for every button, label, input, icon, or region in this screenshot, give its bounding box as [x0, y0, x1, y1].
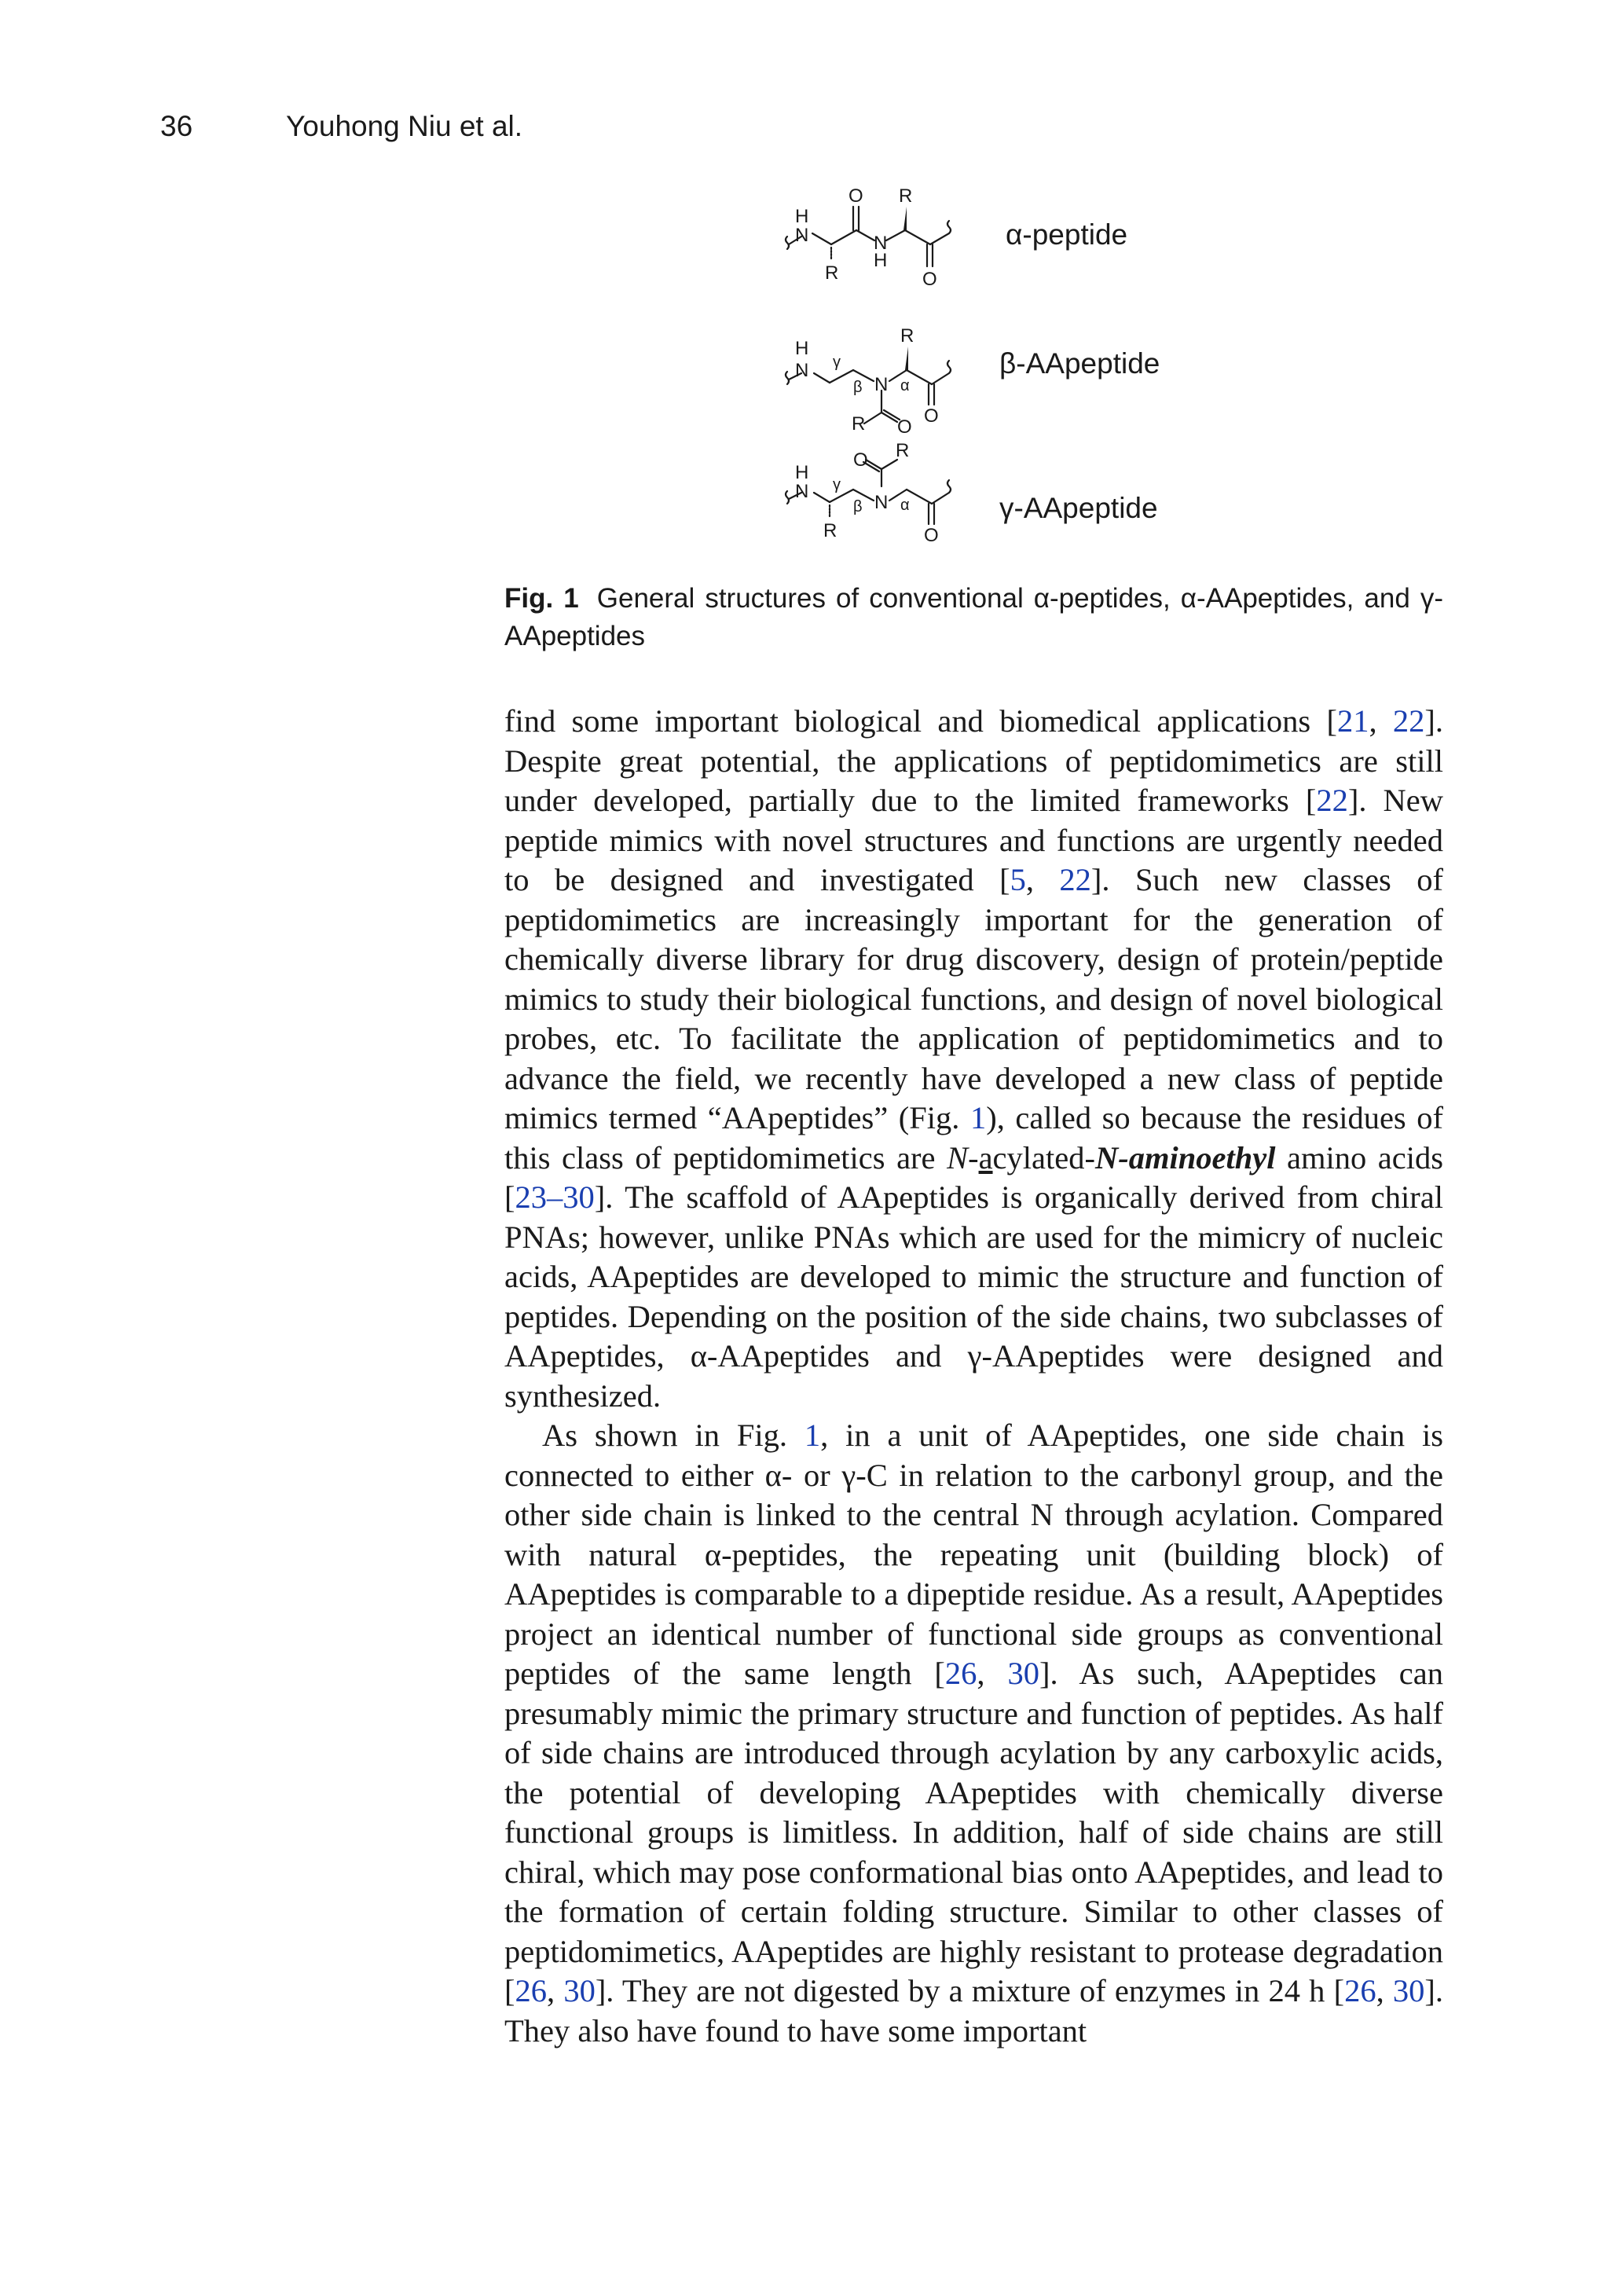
running-head — [160, 110, 522, 143]
atom-label: O — [922, 269, 937, 290]
atom-label: R — [823, 520, 837, 541]
atom-label: R — [900, 325, 914, 347]
atom-label: R — [852, 413, 866, 435]
atom-label: O — [924, 525, 939, 546]
body-text — [504, 702, 1443, 2051]
citation-link[interactable]: 26 — [944, 1656, 977, 1691]
atom-label: R — [896, 440, 910, 461]
label-gamma-aapeptide: γ-AApeptide — [999, 492, 1158, 524]
atom-label: γ — [833, 354, 841, 371]
atom-label: α — [900, 497, 910, 514]
atom-label: γ — [833, 476, 841, 493]
label-alpha-peptide: α-peptide — [1006, 218, 1128, 251]
citation-link[interactable]: 22 — [1059, 862, 1091, 897]
atom-label: H — [795, 338, 809, 359]
citation-link[interactable]: 21 — [1336, 703, 1369, 739]
citation-link[interactable]: 30 — [1392, 1973, 1425, 2008]
atom-label: H — [795, 206, 809, 227]
citation-link[interactable]: 30 — [563, 1973, 596, 2008]
atom-label: N — [874, 374, 889, 395]
citation-link[interactable]: 26 — [1344, 1973, 1376, 2008]
atom-label: N — [795, 481, 809, 502]
citation-link[interactable]: 22 — [1316, 783, 1348, 818]
atom-label: O — [924, 405, 939, 427]
atom-label: H — [795, 462, 809, 483]
page-number: 36 — [160, 110, 193, 142]
citation-link[interactable]: 5 — [1010, 862, 1026, 897]
citation-link[interactable]: 22 — [1392, 703, 1425, 739]
atom-label: β — [853, 379, 863, 396]
figure-reference-link[interactable]: 1 — [804, 1418, 821, 1453]
figure-caption-label: Fig. 1 — [504, 583, 579, 614]
paragraph-2: As shown in Fig. 1, in a unit of AApeptides, one side chain is connected to either α- or γ-C in relation to the carbonyl group, and the other side chain is linked to the central N through acylation. Compared with natural α-peptides, the repeating unit (building block) of AApeptides is comparable to a dipeptide residue. As a result, AApeptides project an identical number of functional side groups as conventional peptides of the same length [26, 30]. As such, AApeptides can presumably mimic the primary structure and function of peptides. As half of side chains are introduced through acylation by any carboxylic acids, the potential of developing AApeptides with chemically diverse functional groups is limitless. In addition, half of side chains are still chiral, which may pose conformational bias onto AApeptides, and lead to the formation of certain folding structure. Similar to other classes of peptidomimetics, AApeptides are highly resistant to protease degradation [26, 30]. They are not digested by a mixture of enzymes in 24 h [26, 30]. They also have found to have some important — [504, 1418, 1444, 2048]
atom-label: α — [900, 377, 910, 394]
paragraph-1: find some important biological and biomedical applications [21, 22]. Despite great potential, the applications of peptidomimetics are still under developed, partially due to the limited frameworks [22]. New peptide mimics with novel structures and functions are urgently needed to be designed and investigated [5, 22]. Such new classes of peptidomimetics are increasingly important for the generation of chemically diverse library for drug discovery, design of protein/peptide mimics to study their biological functions, and design of novel biological probes, etc. To facilitate the application of peptidomimetics and to advance the field, we recently have developed a new class of peptide mimics termed “AApeptides” (Fig. 1), called so because the residues of this class of peptidomimetics are N-acylated-N-aminoethyl amino acids [23–30]. The scaffold of AApeptides is organically derived from chiral PNAs; however, unlike PNAs which are used for the mimicry of nucleic acids, AApeptides are developed to mimic the structure and function of peptides. Depending on the position of the side chains, two subclasses of AApeptides, α-AApeptides and γ-AApeptides were designed and synthesized. — [504, 703, 1443, 1414]
structure-beta-atom-labels — [795, 325, 939, 438]
atom-label: β — [853, 498, 863, 515]
atom-label: O — [848, 185, 863, 207]
structure-alpha-peptide — [786, 207, 951, 266]
figure-1 — [778, 185, 1312, 578]
atom-label: N — [874, 233, 888, 254]
atom-label: O — [897, 416, 912, 438]
atom-label: R — [899, 185, 913, 207]
atom-label: N — [795, 225, 809, 246]
figure-caption-text: General structures of conventional α-peptides, α-AApeptides, and γ-AApeptides — [504, 583, 1444, 651]
structure-gamma-aapeptide — [786, 460, 951, 524]
atom-label: N — [795, 360, 809, 381]
atom-label: N — [874, 492, 889, 513]
atom-label: H — [874, 250, 888, 271]
figure-caption — [504, 580, 1443, 655]
label-beta-aapeptide: β-AApeptide — [999, 347, 1160, 380]
structure-alpha-atom-labels — [795, 185, 937, 290]
structure-gamma-atom-labels — [795, 440, 939, 546]
running-head-authors: Youhong Niu et al. — [286, 110, 523, 142]
figure-reference-link[interactable]: 1 — [969, 1100, 987, 1135]
citation-link[interactable]: 23–30 — [515, 1179, 595, 1215]
atom-label: R — [825, 262, 839, 284]
atom-label: O — [853, 449, 868, 471]
citation-link[interactable]: 26 — [515, 1973, 547, 2008]
citation-link[interactable]: 30 — [1007, 1656, 1039, 1691]
